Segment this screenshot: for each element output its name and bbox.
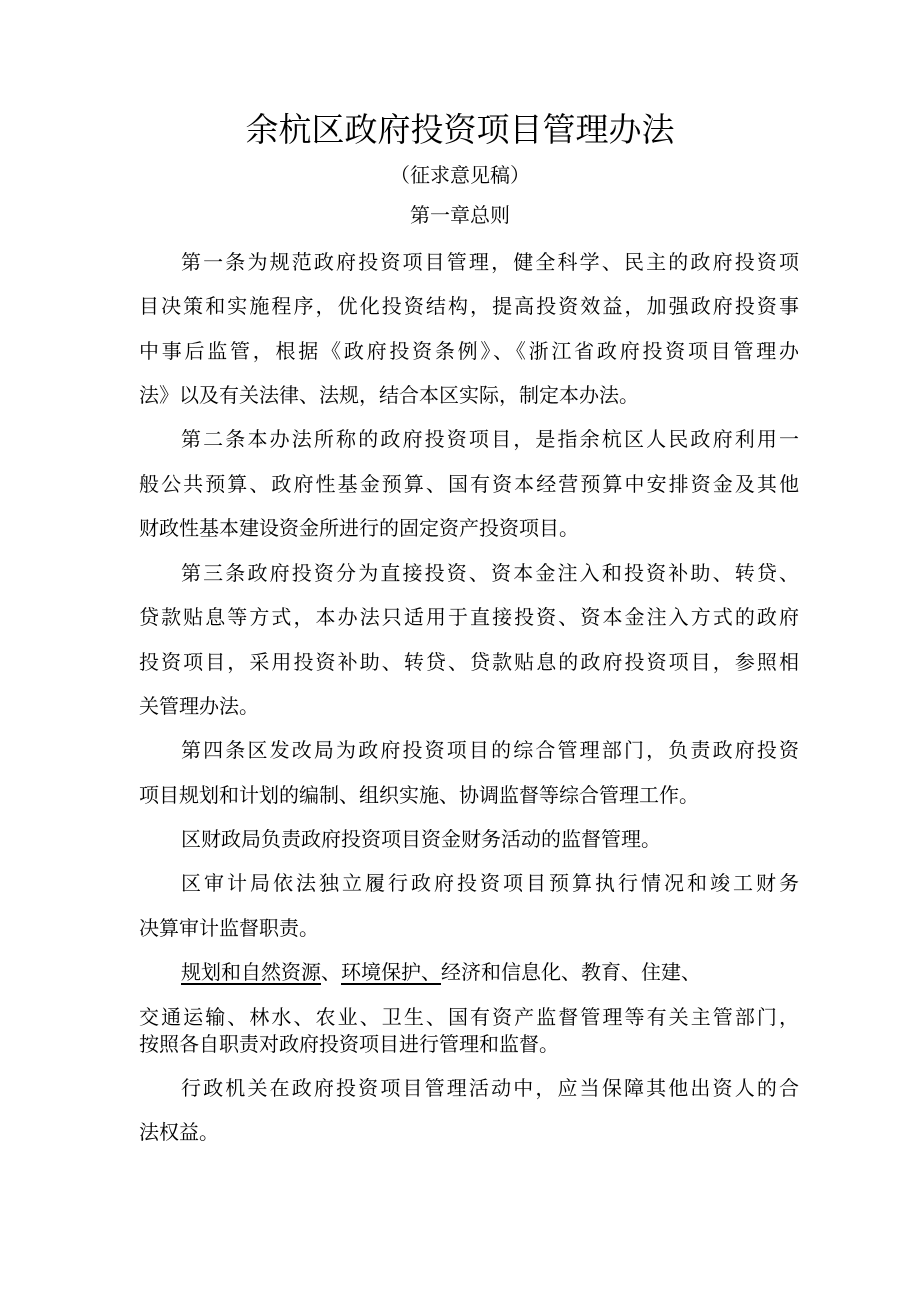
article-3-line-1 xyxy=(181,558,799,588)
article-2-line-2: 般公共预算、政府性基金预算、国有资本经营预算中安排资金及其他 xyxy=(139,472,799,496)
article-2-lead: 第二条 xyxy=(181,427,248,451)
underlined-planning-resources: 规划和自然资源 xyxy=(181,960,321,984)
article-4-line-1 xyxy=(181,735,799,765)
article-1-line-1 xyxy=(181,247,799,277)
article-2-text: 本办法所称的政府投资项目，是指余杭区人民政府利用一 xyxy=(247,427,800,451)
article-3-line-3: 投资项目，采用投资补助、转贷、贷款贴息的政府投资项目，参照相 xyxy=(139,650,799,674)
article-1-lead: 第一条 xyxy=(181,250,248,274)
departments-line-1 xyxy=(181,957,799,987)
article-2-line-1 xyxy=(181,424,799,454)
document-title: 余杭区政府投资项目管理办法 xyxy=(245,110,675,149)
audit-bureau-line-2: 决算审计监督职责。 xyxy=(139,916,319,940)
underlined-environment-protection: 环境保护、 xyxy=(341,960,441,984)
article-3-line-2: 贷款贴息等方式，本办法只适用于直接投资、资本金注入方式的政府 xyxy=(139,605,799,629)
finance-bureau-paragraph: 区财政局负责政府投资项目资金财务活动的监督管理。 xyxy=(181,827,661,851)
investor-rights-line-1: 行政机关在政府投资项目管理活动中，应当保障其他出资人的合 xyxy=(181,1076,799,1100)
document-subtitle: （征求意见稿） xyxy=(390,163,530,187)
article-3-line-4: 关管理办法。 xyxy=(139,694,259,718)
departments-line-3: 按照各自职责对政府投资项目进行管理和监督。 xyxy=(139,1032,559,1056)
article-1-line-2: 目决策和实施程序，优化投资结构，提高投资效益，加强政府投资事 xyxy=(139,294,799,318)
article-1-line-4: 法》以及有关法律、法规，结合本区实际，制定本办法。 xyxy=(139,383,639,407)
article-4-lead: 第四条 xyxy=(181,738,248,762)
article-4-line-2: 项目规划和计划的编制、组织实施、协调监督等综合管理工作。 xyxy=(139,783,699,807)
chapter-heading: 第一章总则 xyxy=(410,203,510,227)
departments-text: 经济和信息化、教育、住建、 xyxy=(441,960,701,984)
article-3-lead: 第三条 xyxy=(181,561,248,585)
separator: 、 xyxy=(321,960,341,984)
article-3-text: 政府投资分为直接投资、资本金注入和投资补助、转贷、 xyxy=(247,561,800,585)
article-1-line-3: 中事后监管，根据《政府投资条例》、《浙江省政府投资项目管理办 xyxy=(139,339,799,363)
audit-bureau-line-1: 区审计局依法独立履行政府投资项目预算执行情况和竣工财务 xyxy=(181,871,799,895)
departments-line-2: 交通运输、林水、农业、卫生、国有资产监督管理等有关主管部门， xyxy=(139,1005,799,1029)
article-2-line-3: 财政性基本建设资金所进行的固定资产投资项目。 xyxy=(139,516,579,540)
investor-rights-line-2: 法权益。 xyxy=(139,1120,219,1144)
article-1-text: 为规范政府投资项目管理，健全科学、民主的政府投资项 xyxy=(247,250,800,274)
article-4-text: 区发改局为政府投资项目的综合管理部门，负责政府投资 xyxy=(247,738,800,762)
